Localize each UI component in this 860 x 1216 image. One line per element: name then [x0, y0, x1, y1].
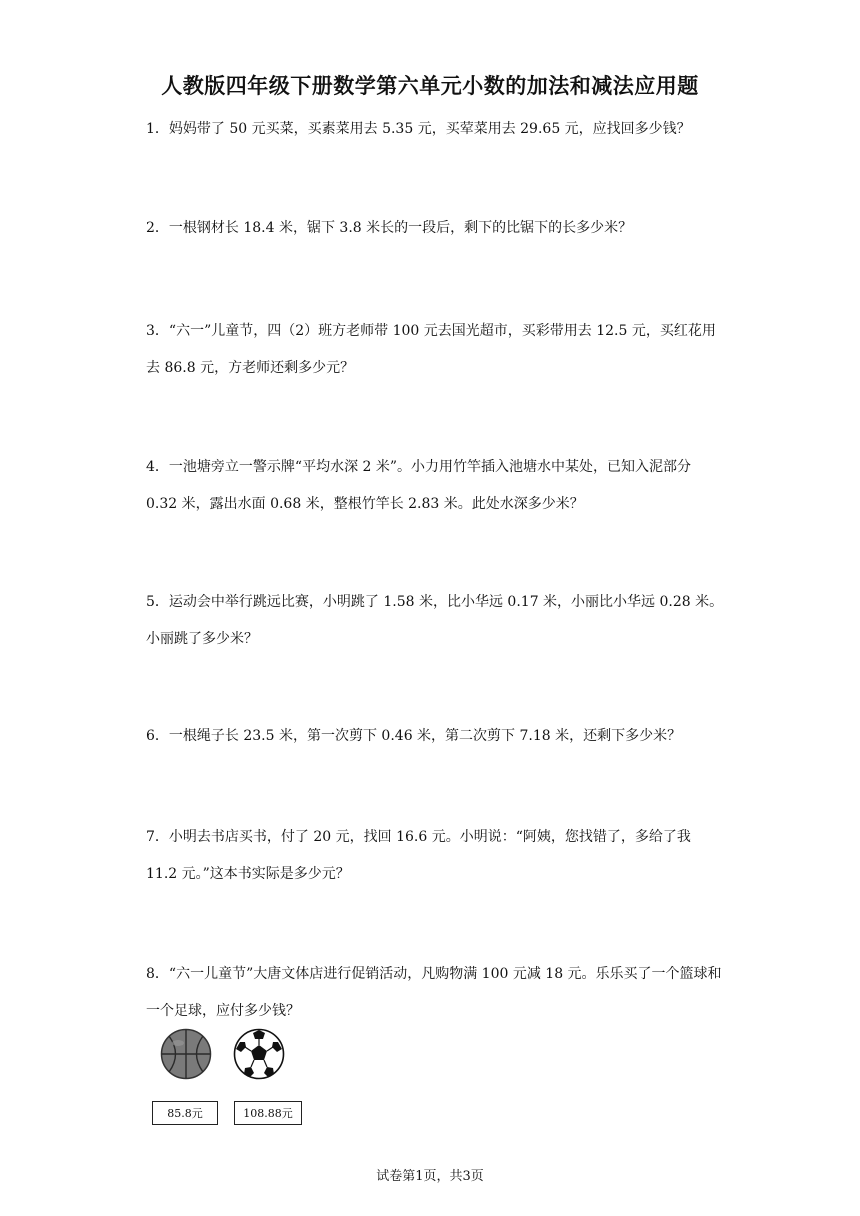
page-footer: 试卷第1页，共3页 [376, 1169, 484, 1184]
page-title: 人教版四年级下册数学第六单元小数的加法和减法应用题 [161, 74, 699, 98]
question-6: 6．一根绳子长 23.5 米，第一次剪下 0.46 米，第二次剪下 7.18 米，还剩下多少米？ [146, 728, 682, 744]
question-8: 8．“六一儿童节”大唐文体店进行促销活动，凡购物满 100 元减 18 元。乐乐买了一个篮球和一个足球，应付多少钱？ [146, 966, 722, 1019]
soccer-ball-icon [233, 1028, 285, 1080]
soccer-price-label: 108.88元 [234, 1101, 302, 1125]
question-1: 1．妈妈带了 50 元买菜，买素菜用去 5.35 元，买荤菜用去 29.65 元，应找回多少钱？ [146, 121, 691, 137]
question-4: 4．一池塘旁立一警示牌“平均水深 2 米”。小力用竹竿插入池塘水中某处，已知入泥部分 0.32 米，露出水面 0.68 米，整根竹竿长 2.83 米。此处水深多少米？ [146, 459, 692, 512]
question-2: 2．一根钢材长 18.4 米，锯下 3.8 米长的一段后，剩下的比锯下的长多少米？ [146, 220, 633, 236]
basketball-icon [160, 1028, 212, 1080]
question-5: 5．运动会中举行跳远比赛，小明跳了 1.58 米，比小华远 0.17 米，小丽比小华远 0.28 米。小丽跳了多少米？ [146, 594, 724, 647]
basketball-price-label: 85.8元 [152, 1101, 218, 1125]
question-7: 7．小明去书店买书，付了 20 元，找回 16.6 元。小明说：“阿姨，您找错了，多给了我 11.2 元。”这本书实际是多少元？ [146, 829, 691, 882]
question-3: 3．“六一”儿童节，四（2）班方老师带 100 元去国光超市，买彩带用去 12.5 元，买红花用去 86.8 元，方老师还剩多少元？ [146, 323, 716, 376]
